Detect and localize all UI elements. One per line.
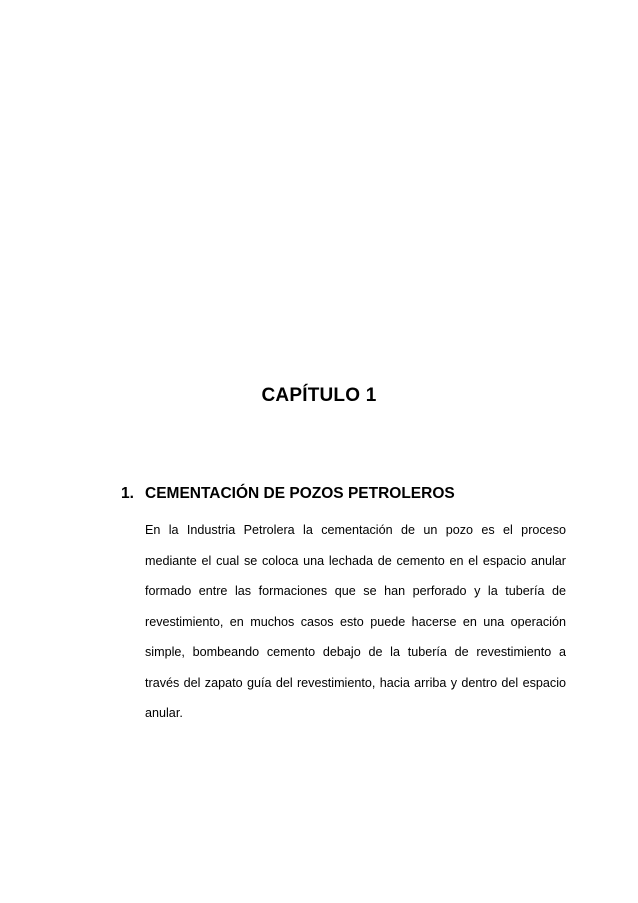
paragraph-line: formado entre las formaciones que se han perforado y la tubería de xyxy=(145,584,566,598)
paragraph-line: través del zapato guía del revestimiento, hacia arriba y dentro del espacio xyxy=(145,675,566,690)
chapter-title: CAPÍTULO 1 xyxy=(261,385,377,406)
paragraph-line: simple, bombeando cemento debajo de la tubería de revestimiento a xyxy=(145,645,566,659)
body-paragraph xyxy=(145,515,566,729)
paragraph-line: anular. xyxy=(145,706,183,720)
paragraph-line: En la Industria Petrolera la cementación de un pozo es el proceso xyxy=(145,523,566,537)
paragraph-line: revestimiento, en muchos casos esto puede hacerse en una operación xyxy=(145,614,566,629)
paragraph-line: mediante el cual se coloca una lechada de cemento en el espacio anular xyxy=(145,553,566,568)
section-number: 1. xyxy=(121,485,134,502)
section-heading xyxy=(121,484,455,504)
section-title: CEMENTACIÓN DE POZOS PETROLEROS xyxy=(145,485,455,502)
